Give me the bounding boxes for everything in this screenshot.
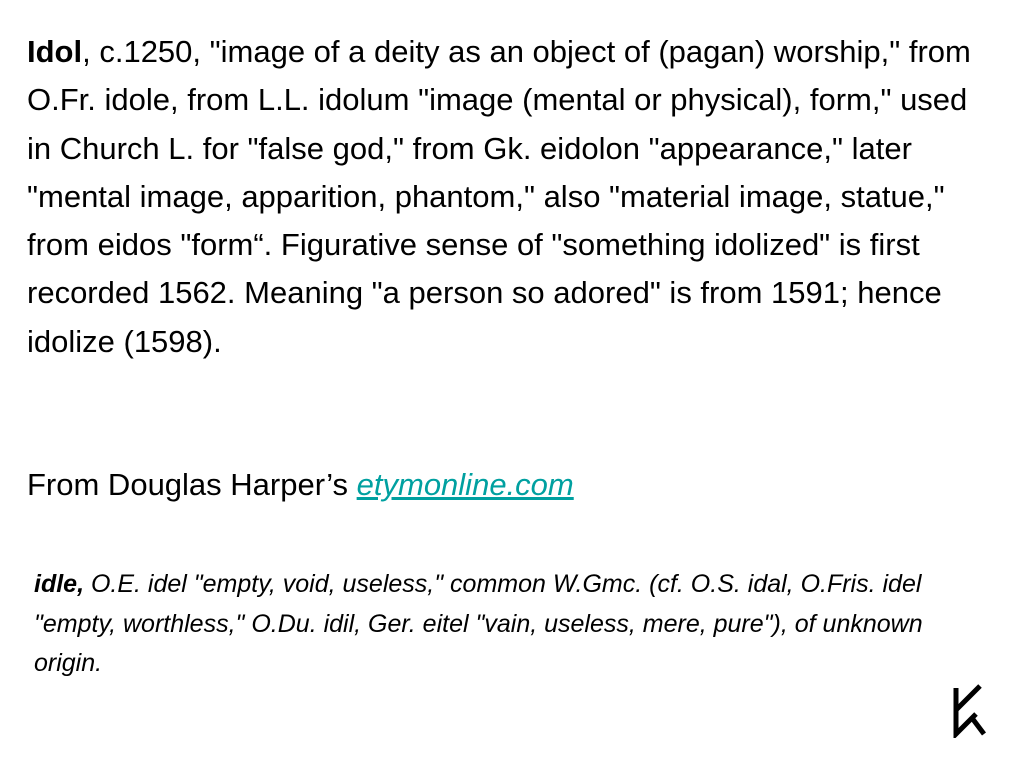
etymonline-link[interactable]: etymonline.com (356, 467, 574, 502)
idol-entry (27, 28, 987, 366)
idle-term: idle, (34, 570, 85, 598)
idol-term: Idol (27, 34, 83, 69)
idol-definition: , c.1250, "image of a deity as an object of (pagan) worship," from O.Fr. idole, from L.L. idolum "image (mental or physical), form," used in Church L. for "false god," from Gk. eidolon "appearance," later "mental image, apparition, phantom," also "material image, statue," from eidos "form“. Figurative sense of "something idolized" is first recorded 1562. Meaning "a person so adored" is from 1591; hence idolize (1598). (27, 34, 971, 359)
rune-logo-icon (948, 684, 988, 738)
source-prefix: From Douglas Harper’s (27, 467, 357, 502)
idle-entry (34, 565, 974, 684)
source-attribution (27, 461, 987, 509)
idle-definition: O.E. idel "empty, void, useless," common W.Gmc. (cf. O.S. idal, O.Fris. idel "empty, worthless," O.Du. idil, Ger. eitel "vain, useless, mere, pure"), of unknown origin. (34, 570, 923, 677)
